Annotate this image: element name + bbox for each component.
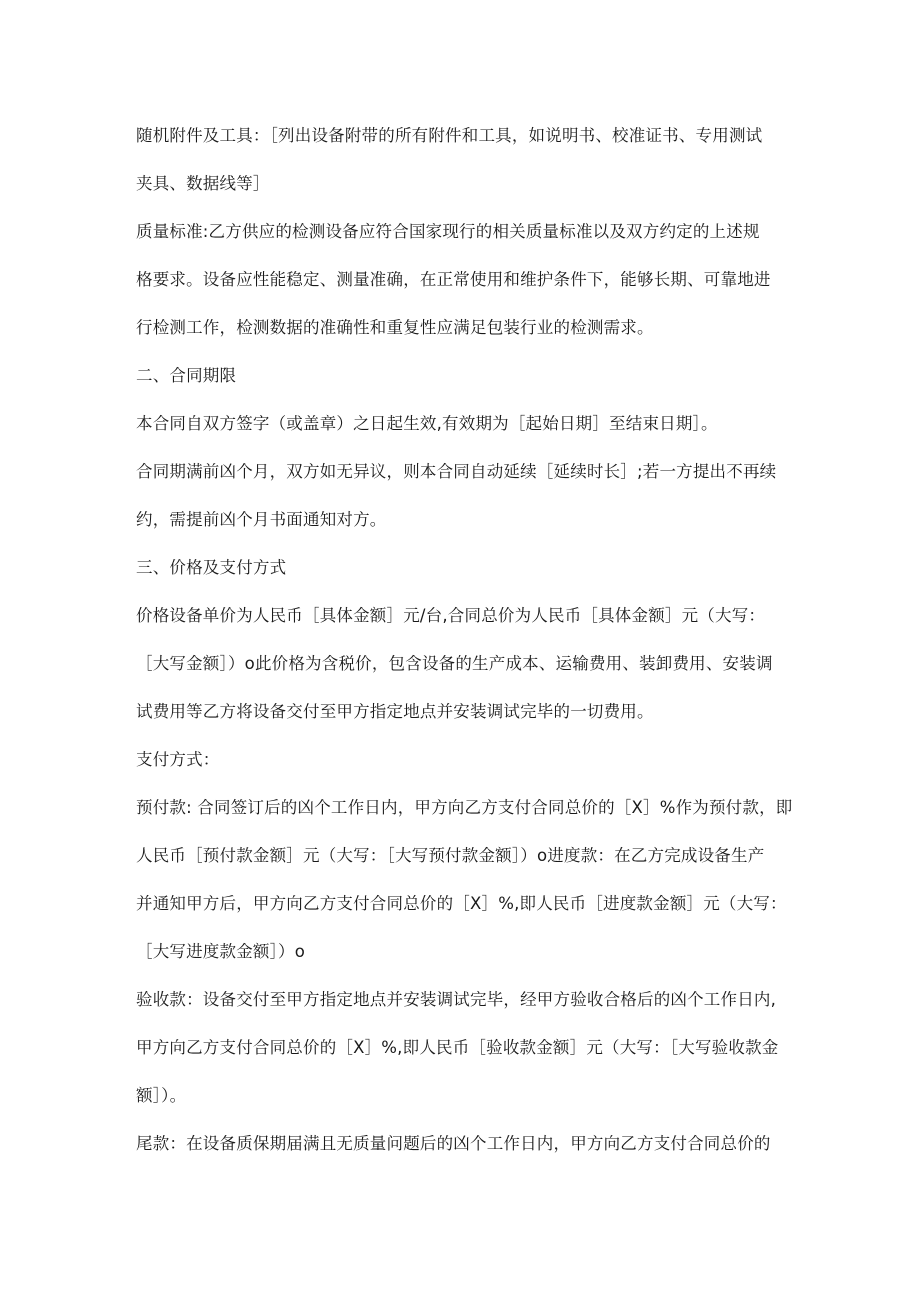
text-line: 价格设备单价为人民币［具体金额］元/台,合同总价为人民币［具体金额］元（大写： bbox=[136, 606, 766, 625]
text-line: 合同期满前凶个月，双方如无异议，则本合同自动延续［延续时长］;若一方提出不再续 bbox=[136, 462, 777, 481]
section-heading-contract-term: 二、合同期限 bbox=[136, 366, 237, 385]
text-line: ［大写进度款金额］）o bbox=[136, 942, 306, 961]
text-line: 质量标准:乙方供应的检测设备应符合国家现行的相关质量标准以及双方约定的上述规 bbox=[136, 222, 760, 241]
text-line: 尾款：在设备质保期届满且无质量问题后的凶个工作日内，甲方向乙方支付合同总价的 bbox=[136, 1134, 771, 1153]
text-line: 格要求。设备应性能稳定、测量准确，在正常使用和维护条件下，能够长期、可靠地进 bbox=[136, 270, 771, 289]
text-line: ［大写金额］）o此价格为含税价，包含设备的生产成本、运输费用、装卸费用、安装调 bbox=[136, 654, 773, 673]
text-line: 夹具、数据线等］ bbox=[136, 174, 270, 193]
text-line: 甲方向乙方支付合同总价的［X］%,即人民币［验收款金额］元（大写：［大写验收款金 bbox=[136, 1038, 779, 1057]
text-line: 人民币［预付款金额］元（大写：［大写预付款金额］）o进度款：在乙方完成设备生产 bbox=[136, 846, 765, 865]
text-line: 额］）。 bbox=[136, 1086, 187, 1105]
text-line: 试费用等乙方将设备交付至甲方指定地点并安装调试完毕的一切费用。 bbox=[136, 702, 654, 721]
text-line: 约，需提前凶个月书面通知对方。 bbox=[136, 510, 387, 529]
text-line: 支付方式： bbox=[136, 750, 220, 769]
text-line: 验收款：设备交付至甲方指定地点并安装调试完毕，经甲方验收合格后的凶个工作日内, bbox=[136, 990, 777, 1009]
text-line: 本合同自双方签字（或盖章）之日起生效,有效期为［起始日期］至结束日期］。 bbox=[136, 414, 718, 433]
text-line: 随机附件及工具：［列出设备附带的所有附件和工具，如说明书、校准证书、专用测试 bbox=[136, 126, 763, 145]
section-heading-price-payment: 三、价格及支付方式 bbox=[136, 558, 287, 577]
text-line: 预付款: 合同签订后的凶个工作日内，甲方向乙方支付合同总价的［X］%作为预付款，即 bbox=[136, 798, 793, 817]
text-line: 行检测工作，检测数据的准确性和重复性应满足包装行业的检测需求。 bbox=[136, 318, 654, 337]
text-line: 并通知甲方后，甲方向乙方支付合同总价的［X］%,即人民币［进度款金额］元（大写： bbox=[136, 894, 787, 913]
